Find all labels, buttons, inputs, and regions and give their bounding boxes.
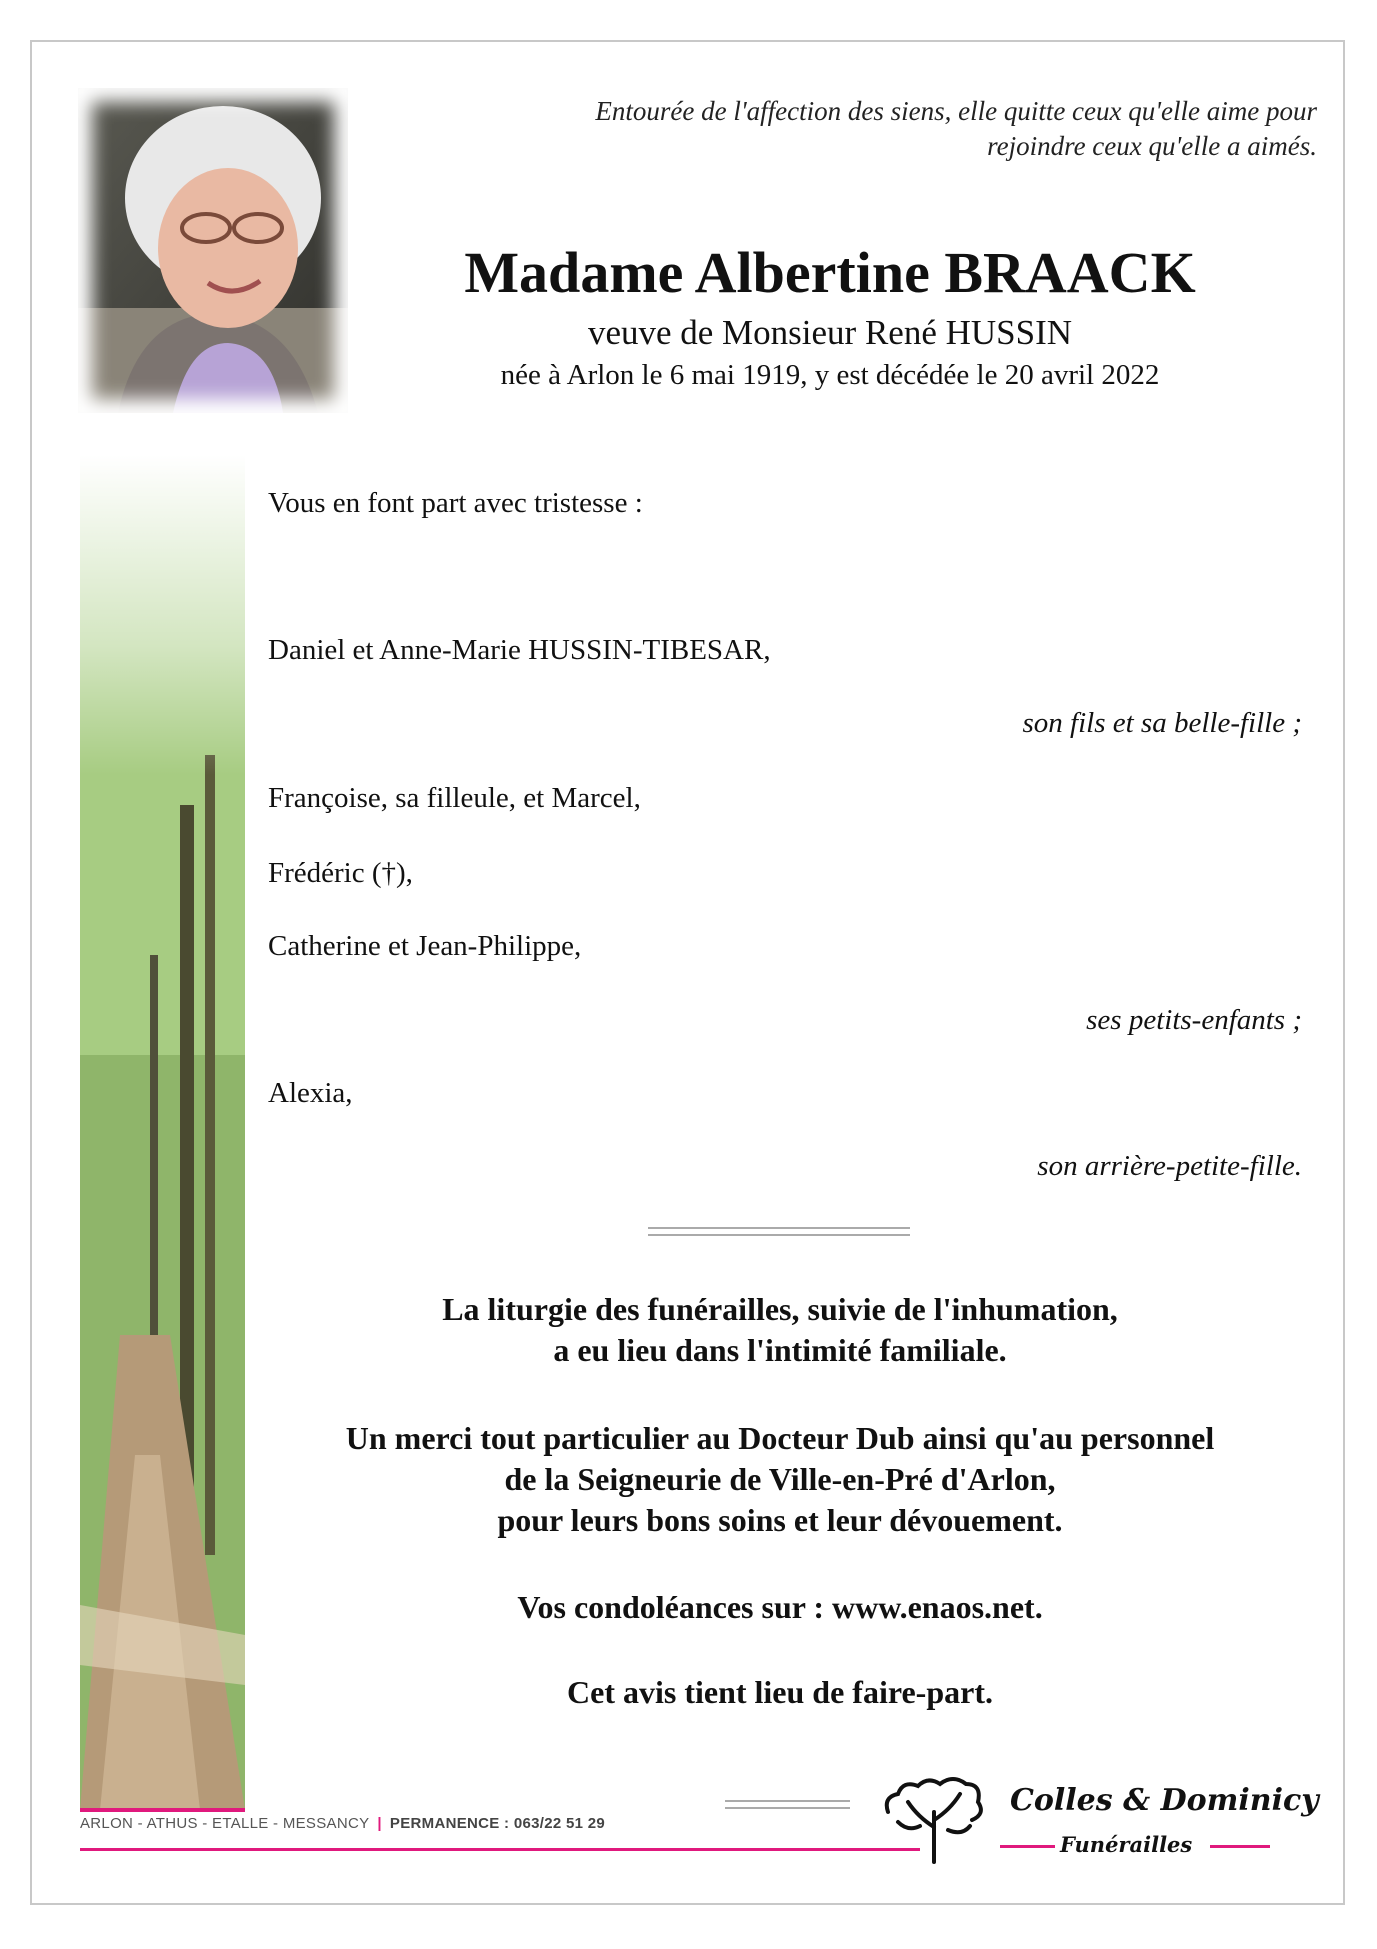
- quote-line-1: Entourée de l'affection des siens, elle quitte ceux qu'elle aime pour: [595, 96, 1317, 126]
- liturgy-notice: [250, 1289, 1310, 1371]
- thanks-line-2: de la Seigneurie de Ville-en-Pré d'Arlon,: [504, 1461, 1056, 1497]
- footer-permanence: PERMANENCE : 063/22 51 29: [389, 1815, 605, 1832]
- relation-son: son fils et sa belle-fille ;: [1022, 707, 1302, 739]
- thanks-line-1: Un merci tout particulier au Docteur Dub ainsi qu'au personnel: [345, 1420, 1215, 1456]
- forest-path-image: [80, 455, 245, 1810]
- widow-of: veuve de Monsieur René HUSSIN: [587, 313, 1073, 352]
- brand-accent-left: [1000, 1845, 1055, 1848]
- family-grandchild-1: Françoise, sa filleule, et Marcel,: [268, 782, 641, 814]
- deceased-name: Madame Albertine BRAACK: [464, 240, 1196, 305]
- section-divider: [648, 1227, 910, 1236]
- footer-accent-line: [80, 1848, 920, 1851]
- liturgy-line-1: La liturgie des funérailles, suivie de l'inhumation,: [442, 1291, 1118, 1327]
- footer-divider: [725, 1800, 850, 1809]
- brand-name: Colles & Dominicy: [1010, 1783, 1319, 1818]
- quote: [417, 94, 1317, 164]
- family-great-grandchild: Alexia,: [268, 1077, 353, 1109]
- tree-logo-icon: [878, 1772, 990, 1864]
- life-dates: née à Arlon le 6 mai 1919, y est décédée le 20 avril 2022: [500, 359, 1160, 391]
- relation-grandchildren: ses petits-enfants ;: [1086, 1004, 1302, 1036]
- brand-subtitle: Funérailles: [1060, 1832, 1193, 1857]
- liturgy-line-2: a eu lieu dans l'intimité familiale.: [553, 1332, 1007, 1368]
- faire-part-notice: Cet avis tient lieu de faire-part.: [567, 1674, 993, 1710]
- footer-locations: ARLON - ATHUS - ETALLE - MESSANCY: [80, 1815, 370, 1832]
- footer-info: [80, 1815, 605, 1832]
- thanks-notice: [250, 1418, 1310, 1541]
- forest-accent-bar: [80, 1808, 245, 1812]
- quote-line-2: rejoindre ceux qu'elle a aimés.: [987, 131, 1317, 161]
- intro-text: Vous en font part avec tristesse :: [268, 487, 643, 519]
- thanks-line-3: pour leurs bons soins et leur dévouement.: [497, 1502, 1063, 1538]
- condolences-notice: Vos condoléances sur : www.enaos.net.: [517, 1589, 1043, 1625]
- family-grandchild-2: Frédéric (†),: [268, 857, 413, 889]
- family-son: Daniel et Anne-Marie HUSSIN-TIBESAR,: [268, 634, 771, 666]
- family-grandchild-3: Catherine et Jean-Philippe,: [268, 930, 582, 962]
- footer-separator: |: [377, 1815, 382, 1832]
- relation-great-grandchild: son arrière-petite-fille.: [1037, 1150, 1302, 1182]
- brand-accent-right: [1210, 1845, 1270, 1848]
